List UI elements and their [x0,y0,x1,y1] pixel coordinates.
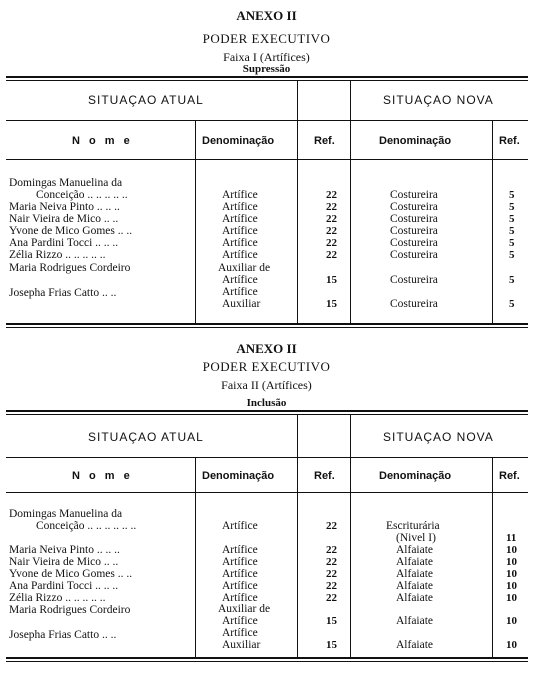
table-row-name: Maria Neiva Pinto .. .. .. [9,201,120,213]
annex1-col-nome: N o m e [72,135,133,147]
annex2-body-divider [195,493,196,657]
annex1-body-divider [297,160,298,323]
annex2-header-rule [6,492,528,493]
annex2-divider-upper-2 [350,415,351,457]
annex2-action: Inclusão [246,397,287,409]
table-row-denominacao: Artífice [222,580,258,592]
table-row-denominacao: Artífice [222,615,258,627]
table-row-denominacao-nova: Alfaiate [396,544,434,556]
table-row-ref: 22 [326,213,337,225]
annex2-bottom-rule-2 [6,661,528,662]
table-row-ref-nova: 11 [506,532,517,544]
table-row-name: Yvone de Mico Gomes .. .. [9,568,133,580]
table-row-denominacao-nova: Alfaiate [396,592,434,604]
annex2-col-denominacao-nova: Denominação [379,470,452,482]
table-row-name: Nair Vieira de Mico .. .. [9,556,119,568]
annex2-top-rule-2 [6,414,528,415]
table-row-denominacao: Artífice [222,189,258,201]
table-row-name: Yvone de Mico Gomes .. .. [9,225,133,237]
annex2-branch: PODER EXECUTIVO [202,359,331,374]
table-row-ref-nova: 10 [506,544,517,556]
annex1-col-ref-nova: Ref. [499,135,520,147]
table-row-denominacao: Auxiliar [222,639,261,651]
table-row-denominacao-nova: Costureira [390,298,438,310]
table-row-name: Nair Vieira de Mico .. .. [9,213,119,225]
table-row-denominacao: Artífice [222,274,258,286]
annex1-top-rule [6,76,528,78]
table-row-denominacao-nova: (Nivel I) [396,532,436,544]
table-row-name: Zélia Rizzo .. .. .. .. .. [9,592,106,604]
annex1-body-divider [195,160,196,323]
annex1-col-divider [297,121,298,159]
annex2-band: Faixa II (Artífices) [221,378,312,392]
table-row-denominacao: Artífice [222,592,258,604]
table-row-ref: 22 [326,520,337,532]
table-row-ref: 22 [326,580,337,592]
table-row-denominacao: Artífice [222,520,258,532]
annex2-body-divider [492,493,493,657]
annex2-col-divider [492,458,493,492]
table-row-denominacao-nova: Costureira [390,189,438,201]
table-row-denominacao-nova: Alfaiate [396,568,434,580]
table-row-ref: 22 [326,544,337,556]
annex2-mid-rule [6,457,528,458]
annex2-col-divider [195,458,196,492]
annex2-body-divider [350,493,351,657]
table-row-ref: 15 [326,274,337,286]
table-row-ref-nova: 10 [506,556,517,568]
annex1-body-divider [492,160,493,323]
table-row-denominacao: Auxiliar de [218,262,271,274]
table-row-denominacao: Artífice [222,237,258,249]
annex2-situacao-nova: SITUAÇAO NOVA [383,430,494,444]
table-row-name: Domingas Manuelina da [9,177,123,189]
table-row-denominacao-nova: Costureira [390,274,438,286]
annex1-situacao-nova: SITUAÇAO NOVA [383,93,494,107]
table-row-name: Maria Rodrigues Cordeiro [9,604,131,616]
annex2-col-ref-nova: Ref. [499,470,520,482]
annex1-bottom-rule [6,323,528,325]
annex1-divider-upper [297,81,298,120]
table-row-ref: 22 [326,189,337,201]
annex2-top-rule [6,410,528,412]
table-row-ref: 22 [326,237,337,249]
annex2-situacao-atual: SITUAÇAO ATUAL [88,430,204,444]
table-row-ref-nova: 5 [509,274,515,286]
annex1-band: Faixa I (Artífices) [223,50,310,64]
annex1-branch: PODER EXECUTIVO [202,31,331,46]
table-row-denominacao: Artífice [222,286,258,298]
annex2-title: ANEXO II [236,341,297,356]
table-row-ref-nova: 5 [509,225,515,237]
table-row-denominacao: Auxiliar de [218,603,271,615]
table-row-ref-nova: 5 [509,249,515,261]
table-row-denominacao-nova: Alfaiate [396,556,434,568]
annex1-col-divider [492,121,493,159]
table-row-denominacao-nova: Costureira [390,249,438,261]
table-row-ref: 22 [326,556,337,568]
annex2-col-denominacao: Denominação [202,470,275,482]
table-row-denominacao: Artífice [222,225,258,237]
table-row-ref: 22 [326,201,337,213]
annex1-body-divider [350,160,351,323]
table-row-name: Domingas Manuelina da [9,508,123,520]
annex1-col-divider [195,121,196,159]
table-row-ref-nova: 10 [506,580,517,592]
table-row-denominacao: Artífice [222,213,258,225]
annex1-top-rule-2 [6,80,528,81]
annex2-body-divider [297,493,298,657]
table-row-name: Maria Neiva Pinto .. .. .. [9,544,120,556]
table-row-name: Conceição .. .. .. .. .. .. [36,520,137,532]
table-row-ref-nova: 10 [506,568,517,580]
annex2-divider-upper [297,415,298,457]
table-row-name: Josepha Frias Catto .. .. [9,629,117,641]
annex1-col-ref: Ref. [314,135,335,147]
annex1-header-rule [6,159,528,160]
annex1-situacao-atual: SITUAÇAO ATUAL [88,93,204,107]
table-row-ref: 15 [326,298,337,310]
table-row-denominacao-nova: Costureira [390,201,438,213]
annex1-col-denominacao: Denominação [202,135,275,147]
table-row-ref-nova: 5 [509,201,515,213]
annex1-col-denominacao-nova: Denominação [379,135,452,147]
table-row-ref-nova: 5 [509,213,515,225]
table-row-ref-nova: 10 [506,592,517,604]
table-row-ref: 15 [326,615,337,627]
table-row-ref: 22 [326,592,337,604]
table-row-name: Zélia Rizzo .. .. .. .. .. [9,249,106,261]
table-row-name: Ana Pardini Tocci .. .. .. [9,580,119,592]
annex1-col-divider [350,121,351,159]
table-row-ref-nova: 5 [509,237,515,249]
table-row-denominacao: Artífice [222,201,258,213]
table-row-denominacao-nova: Alfaiate [396,639,434,651]
table-row-ref: 15 [326,639,337,651]
table-row-denominacao-nova: Alfaiate [396,615,434,627]
table-row-denominacao: Artífice [222,568,258,580]
table-row-denominacao: Auxiliar [222,298,261,310]
annex1-bottom-rule-2 [6,327,528,328]
annex1-divider-upper-2 [350,81,351,120]
table-row-ref: 22 [326,568,337,580]
table-row-denominacao: Artífice [222,556,258,568]
table-row-denominacao: Artífice [222,544,258,556]
table-row-denominacao-nova: Costureira [390,237,438,249]
table-row-denominacao-nova: Alfaiate [396,580,434,592]
table-row-ref-nova: 10 [506,639,517,651]
annex2-bottom-rule [6,657,528,659]
annex2-col-nome: N o m e [72,470,133,482]
annex2-col-divider [297,458,298,492]
annex2-col-divider [350,458,351,492]
table-row-denominacao-nova: Costureira [390,225,438,237]
table-row-denominacao: Artífice [222,627,258,639]
table-row-denominacao-nova: Costureira [390,213,438,225]
table-row-ref-nova: 5 [509,298,515,310]
annex1-title: ANEXO II [236,8,297,23]
table-row-name: Ana Pardini Tocci .. .. .. [9,237,119,249]
annex1-mid-rule [6,120,528,121]
table-row-denominacao: Artífice [222,249,258,261]
table-row-name: Maria Rodrigues Cordeiro [9,262,131,274]
table-row-ref: 22 [326,225,337,237]
table-row-denominacao-nova: Escriturária [386,520,440,532]
table-row-ref-nova: 5 [509,189,515,201]
annex2-col-ref: Ref. [314,470,335,482]
table-row-ref-nova: 10 [506,615,517,627]
annex1-action: Supressão [242,63,291,75]
table-row-ref: 22 [326,249,337,261]
table-row-name: Conceição .. .. .. .. .. [36,189,128,201]
table-row-name: Josepha Frias Catto .. .. [9,287,117,299]
